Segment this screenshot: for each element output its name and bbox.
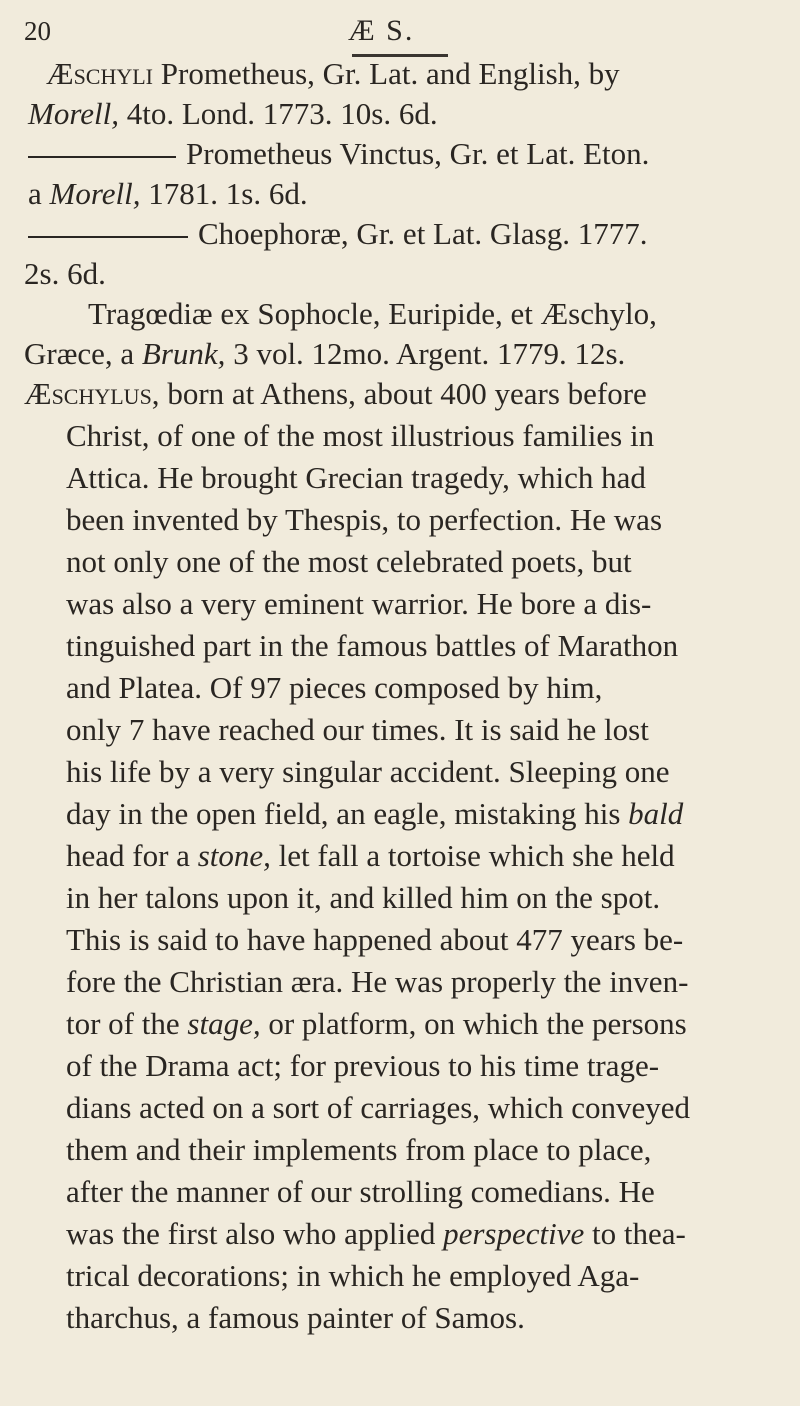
bio-line: not only one of the most celebrated poets, but (66, 544, 632, 579)
bio-italic: stone, (197, 838, 271, 873)
bio-text: born at Athens, about 400 years before (159, 376, 647, 411)
bio-line: dians acted on a sort of carriages, which conveyed (66, 1090, 691, 1125)
bio-text: was the first also who applied (66, 1216, 444, 1251)
entry-text: 2s. 6d. (24, 256, 106, 291)
bio-line (66, 836, 675, 876)
bio-line (66, 794, 683, 834)
page-header (0, 8, 800, 48)
bio-line (24, 374, 647, 414)
bio-line: in her talons upon it, and killed him on the spot. (66, 880, 661, 915)
entry-head: Æschyli (46, 56, 154, 91)
bio-line: tinguished part in the famous battles of Marathon (66, 628, 679, 663)
bio-text: tor of the (66, 1006, 188, 1041)
entry-text: Prometheus Vinctus, Gr. et Lat. Eton. (186, 136, 650, 171)
entry-text: 1781. 1s. 6d. (140, 176, 308, 211)
bio-head: Æschylus, (24, 376, 160, 411)
bio-text: let fall a tortoise which she held (270, 838, 675, 873)
author-name: Morell, (49, 176, 141, 211)
bio-line: and Platea. Of 97 pieces composed by him, (66, 670, 603, 705)
bio-text: or platform, on which the persons (260, 1006, 687, 1041)
entry-line (24, 254, 106, 294)
bio-text: day in the open field, an eagle, mistaking his (66, 796, 629, 831)
bio-text: head for a (66, 838, 198, 873)
bio-italic: bald (628, 796, 684, 831)
bio-line: after the manner of our strolling comedians. He (66, 1174, 655, 1209)
entry-line (24, 334, 625, 374)
bio-line: was also a very eminent warrior. He bore a dis- (66, 586, 652, 621)
bio-line: been invented by Thespis, to perfection. He was (66, 502, 663, 537)
page-number: 20 (24, 16, 51, 46)
entry-text: 4to. Lond. 1773. 10s. 6d. (118, 96, 438, 131)
entry-line (28, 174, 308, 214)
bio-line: them and their implements from place to place, (66, 1132, 652, 1167)
bio-line: This is said to have happened about 477 years be- (66, 922, 684, 957)
entry-line (46, 54, 620, 94)
entry-line (88, 294, 657, 334)
bio-line: Christ, of one of the most illustrious families in (66, 418, 655, 453)
bio-line (66, 1214, 686, 1254)
bio-line: Attica. He brought Grecian tragedy, which had (66, 460, 646, 495)
entry-text: 3 vol. 12mo. Argent. 1779. 12s. (225, 336, 626, 371)
entry-text: Tragœdiæ ex Sophocle, Euripide, et Æschylo, (88, 296, 657, 331)
running-head: Æ S. (348, 14, 415, 47)
bio-line: fore the Christian æra. He was properly the inven- (66, 964, 689, 999)
bio-line: tharchus, a famous painter of Samos. (66, 1300, 525, 1335)
ditto-dash (28, 236, 188, 238)
author-name: Morell, (28, 96, 119, 131)
author-name: Brunk, (141, 336, 226, 371)
entry-text: Prometheus, Gr. Lat. and English, by (153, 56, 620, 91)
entry-text: a (28, 176, 50, 211)
bio-line (66, 1004, 687, 1044)
entry-text: Choephoræ, Gr. et Lat. Glasg. 1777. (198, 216, 648, 251)
bio-line: his life by a very singular accident. Sleeping one (66, 754, 670, 789)
bio-line: of the Drama act; for previous to his time trage- (66, 1048, 660, 1083)
entry-line (28, 214, 647, 254)
bio-italic: stage, (187, 1006, 261, 1041)
bio-line: only 7 have reached our times. It is said he lost (66, 712, 649, 747)
bio-text: to thea- (584, 1216, 686, 1251)
ditto-dash (28, 156, 176, 158)
entry-line (28, 134, 649, 174)
entry-text: Græce, a (24, 336, 142, 371)
bio-line: trical decorations; in which he employed Aga- (66, 1258, 640, 1293)
entry-line (28, 94, 438, 134)
bio-italic: perspective (443, 1216, 585, 1251)
